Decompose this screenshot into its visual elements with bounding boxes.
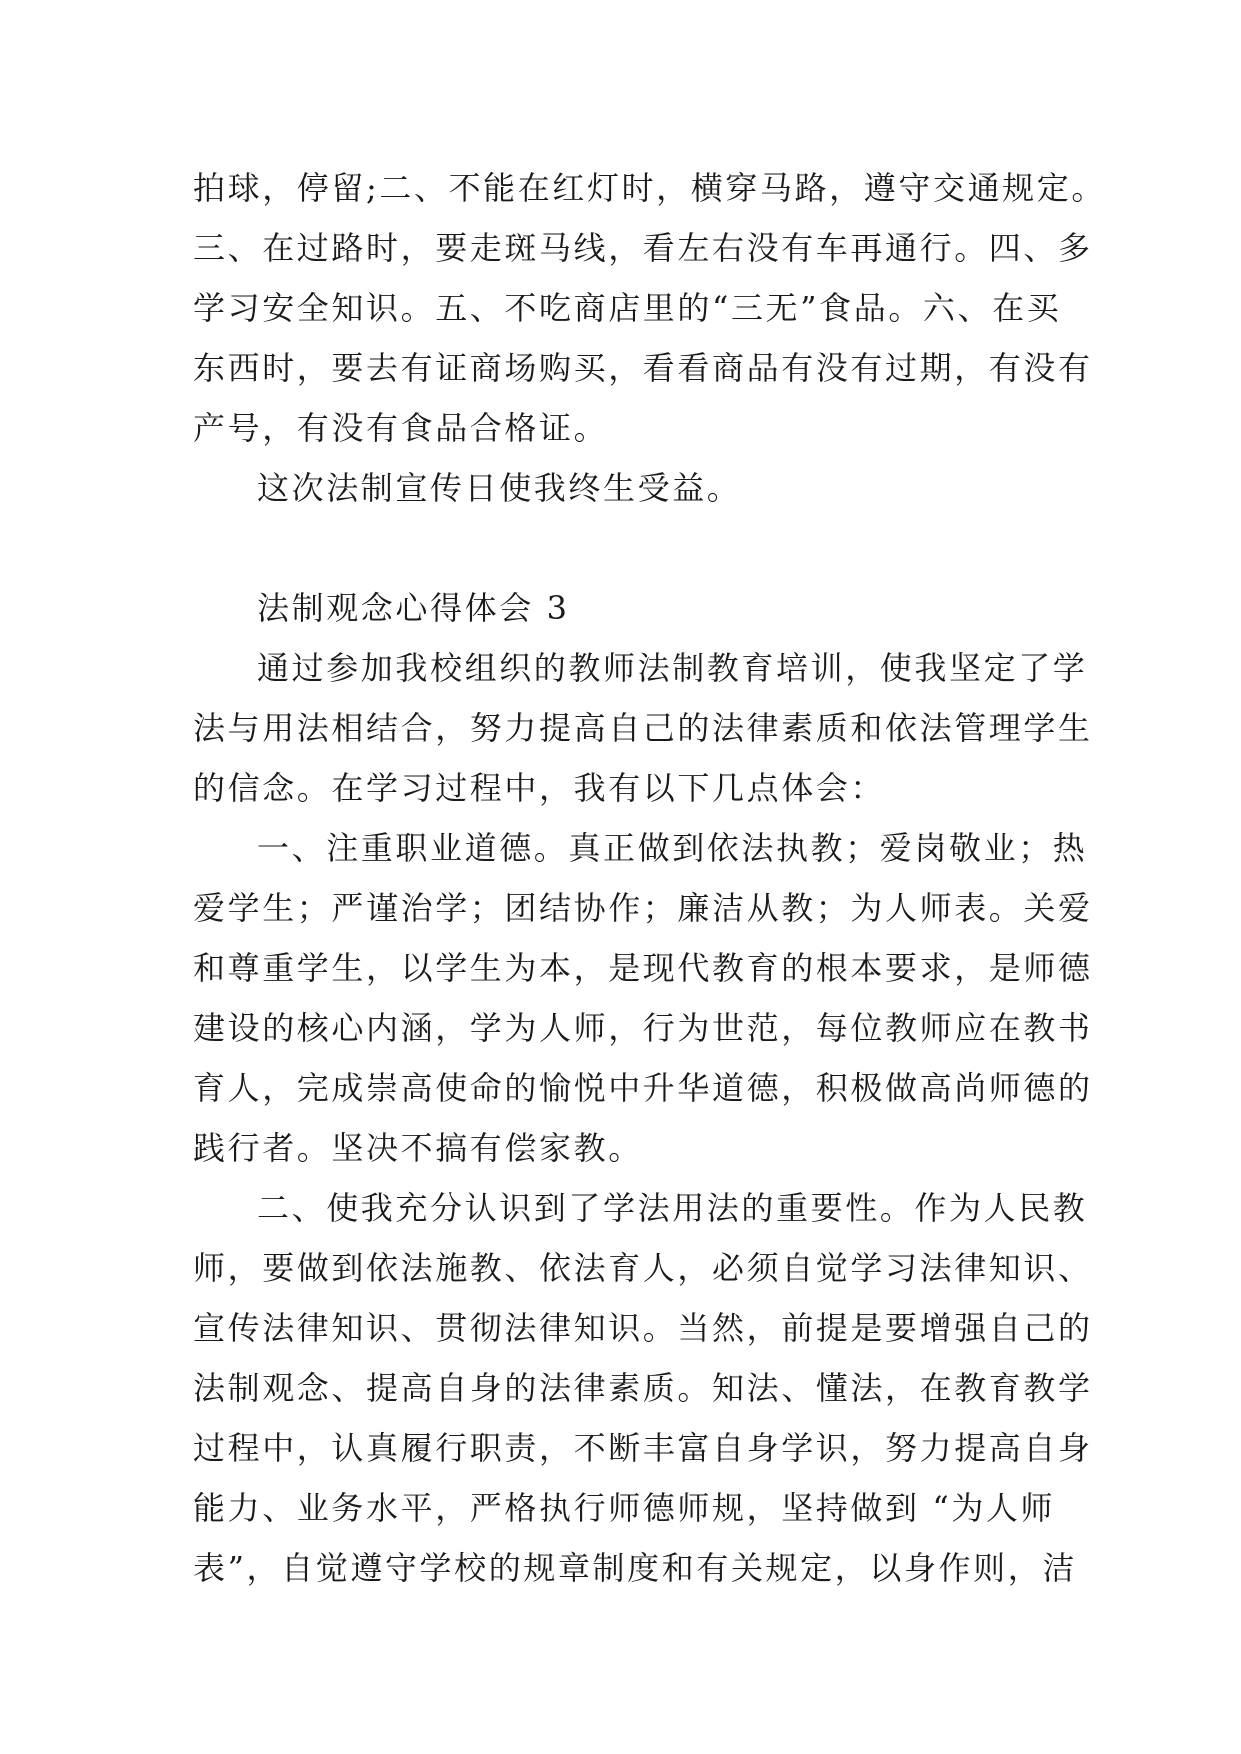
- text-line: 二、使我充分认识到了学法用法的重要性。作为人民教: [257, 1189, 1088, 1227]
- text-line: 东西时，要去有证商场购买，看看商品有没有过期，有没有: [193, 349, 1093, 387]
- paragraph-law-importance: [193, 1178, 1093, 1598]
- paragraph-spacer: [193, 518, 1063, 578]
- text-line: 产号，有没有食品合格证。: [193, 409, 609, 447]
- text-line: 法制观念、提高自身的法律素质。知法、懂法，在教育教学: [193, 1369, 1093, 1407]
- text-line: 一、注重职业道德。真正做到依法执教；爱岗敬业；热: [257, 829, 1088, 867]
- text-line: 和尊重学生，以学生为本，是现代教育的根本要求，是师德: [193, 949, 1093, 987]
- text-line: 建设的核心内涵，学为人师，行为世范，每位教师应在教书: [193, 1009, 1093, 1047]
- paragraph-intro: [193, 638, 1093, 818]
- text-line: 三、在过路时，要走斑马线，看左右没有车再通行。四、多: [193, 229, 1093, 267]
- paragraph-conclusion: [193, 458, 1063, 518]
- text-line: 师，要做到依法施教、依法育人，必须自觉学习法律知识、: [193, 1249, 1093, 1287]
- paragraph-traffic-safety: [193, 158, 1106, 458]
- text-line: 爱学生；严谨治学；团结协作；廉洁从教；为人师表。关爱: [193, 889, 1093, 927]
- text-line: 表”，自觉遵守学校的规章制度和有关规定，以身作则，洁: [193, 1549, 1077, 1587]
- text-line: 通过参加我校组织的教师法制教育培训，使我坚定了学: [257, 649, 1088, 687]
- section-title: 法制观念心得体会 3: [257, 589, 570, 627]
- text-line: 践行者。坚决不搞有偿家教。: [193, 1129, 643, 1167]
- text-line: 宣传法律知识、贯彻法律知识。当然，前提是要增强自己的: [193, 1309, 1093, 1347]
- text-line: 过程中，认真履行职责，不断丰富自身学识，努力提高自身: [193, 1429, 1093, 1467]
- text-line: 学习安全知识。五、不吃商店里的“三无”食品。六、在买: [193, 289, 1062, 327]
- text-line: 拍球，停留;二、不能在红灯时，横穿马路，遵守交通规定。: [193, 169, 1106, 207]
- text-line: 法与用法相结合，努力提高自己的法律素质和依法管理学生: [193, 709, 1093, 747]
- text-line: 育人，完成崇高使命的愉悦中升华道德，积极做高尚师德的: [193, 1069, 1093, 1107]
- document-body: [193, 158, 1106, 1598]
- paragraph-professional-ethics: [193, 818, 1093, 1178]
- text-line: 的信念。在学习过程中，我有以下几点体会：: [193, 769, 886, 807]
- text-line: 这次法制宣传日使我终生受益。: [257, 469, 742, 507]
- text-line: 能力、业务水平，严格执行师德师规，坚持做到 “为人师: [193, 1489, 1056, 1527]
